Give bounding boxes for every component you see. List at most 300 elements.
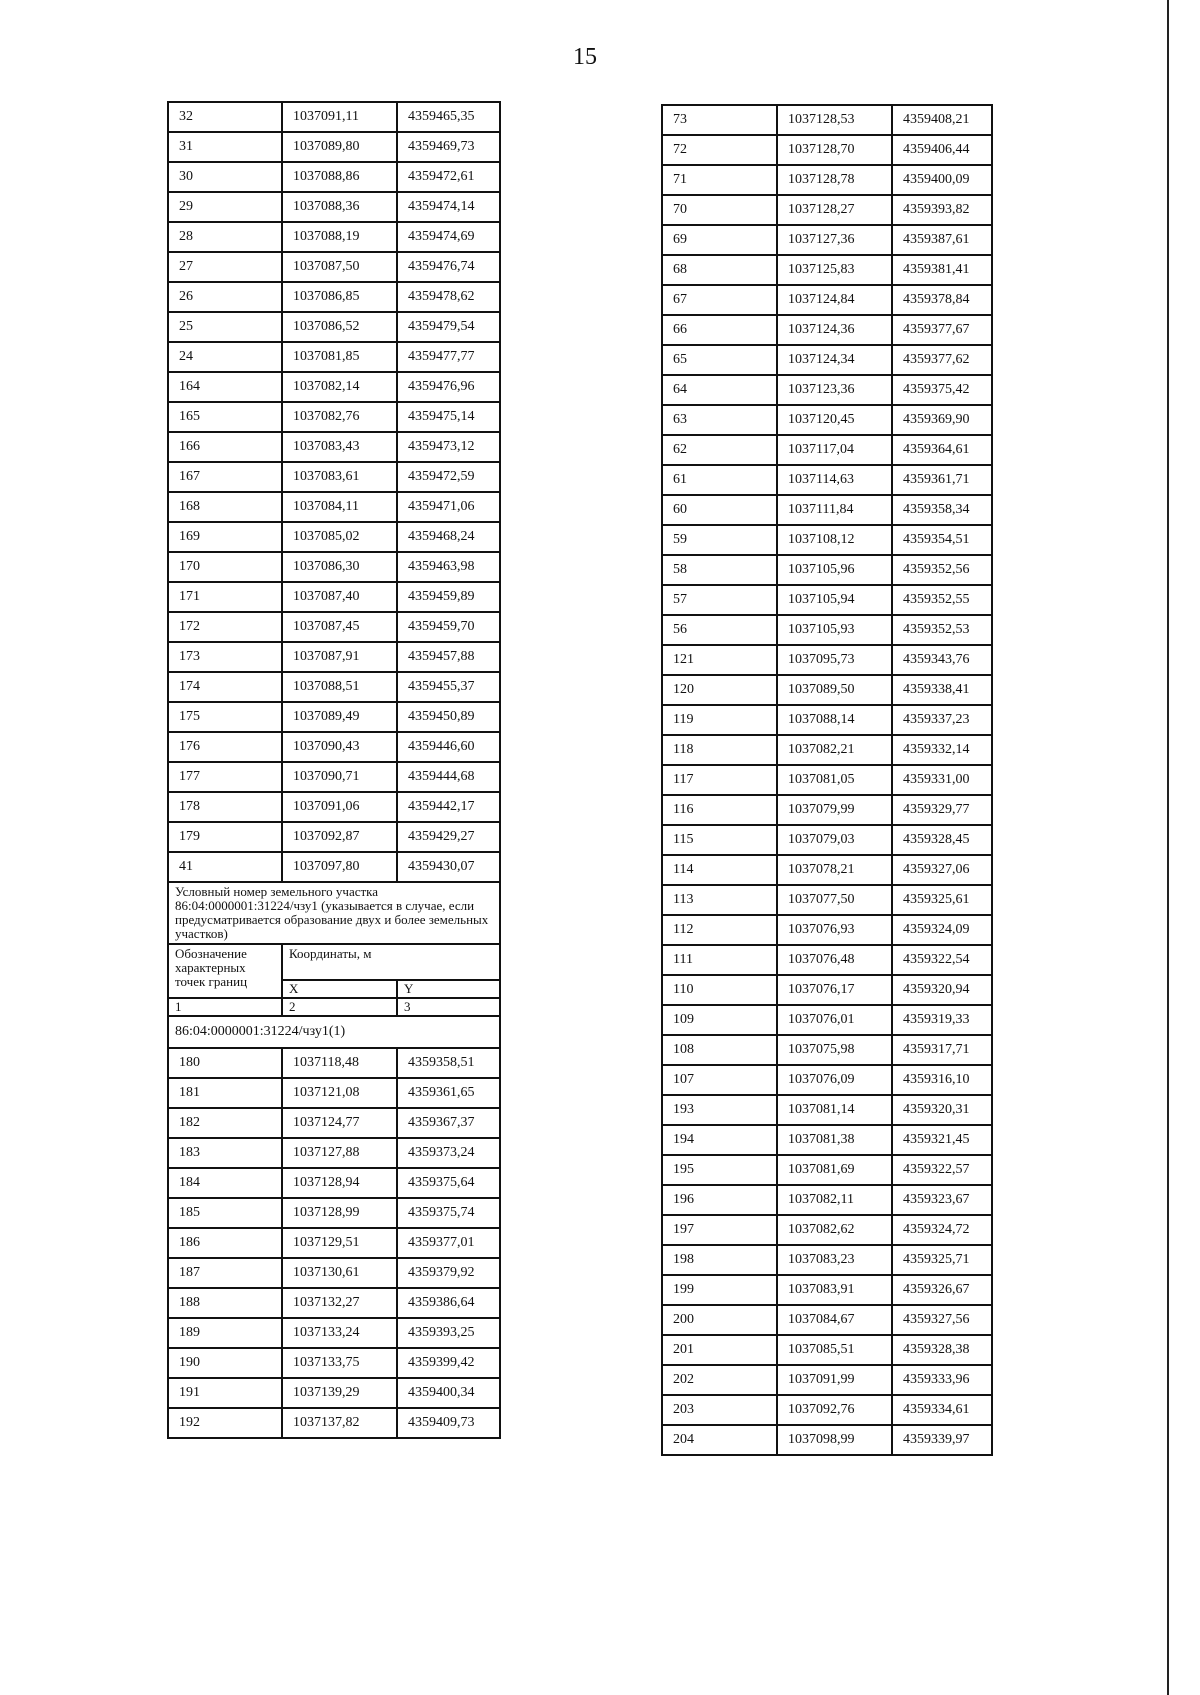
table-row [662, 165, 992, 195]
col-x-header: X [282, 980, 397, 998]
coord-x: 1037091,99 [777, 1365, 892, 1395]
coord-y: 4359343,76 [892, 645, 992, 675]
coord-y: 4359469,73 [397, 132, 500, 162]
point-number: 183 [168, 1138, 282, 1168]
table-row [168, 732, 500, 762]
coord-y: 4359406,44 [892, 135, 992, 165]
point-number: 120 [662, 675, 777, 705]
coord-y: 4359375,74 [397, 1198, 500, 1228]
point-number: 71 [662, 165, 777, 195]
point-number: 115 [662, 825, 777, 855]
coord-x: 1037083,23 [777, 1245, 892, 1275]
table-row [662, 885, 992, 915]
point-number: 203 [662, 1395, 777, 1425]
table-row [662, 1125, 992, 1155]
coord-x: 1037137,82 [282, 1408, 397, 1438]
coord-x: 1037076,17 [777, 975, 892, 1005]
point-number: 179 [168, 822, 282, 852]
table-row [168, 1228, 500, 1258]
coord-x: 1037086,85 [282, 282, 397, 312]
coord-x: 1037092,87 [282, 822, 397, 852]
coord-x: 1037092,76 [777, 1395, 892, 1425]
coord-y: 4359430,07 [397, 852, 500, 882]
coord-y: 4359327,56 [892, 1305, 992, 1335]
coord-x: 1037121,08 [282, 1078, 397, 1108]
point-number: 108 [662, 1035, 777, 1065]
coord-x: 1037105,96 [777, 555, 892, 585]
coord-y: 4359465,35 [397, 102, 500, 132]
coord-y: 4359354,51 [892, 525, 992, 555]
coord-y: 4359328,38 [892, 1335, 992, 1365]
coord-x: 1037079,03 [777, 825, 892, 855]
table-row [662, 735, 992, 765]
point-number: 191 [168, 1378, 282, 1408]
table-row [168, 702, 500, 732]
coord-x: 1037082,21 [777, 735, 892, 765]
table-row [662, 375, 992, 405]
coord-x: 1037124,36 [777, 315, 892, 345]
coord-y: 4359472,61 [397, 162, 500, 192]
point-number: 169 [168, 522, 282, 552]
coord-y: 4359475,14 [397, 402, 500, 432]
table-row [662, 1005, 992, 1035]
point-number: 65 [662, 345, 777, 375]
point-number: 70 [662, 195, 777, 225]
coord-x: 1037133,75 [282, 1348, 397, 1378]
coord-y: 4359409,73 [397, 1408, 500, 1438]
table-row [168, 312, 500, 342]
point-number: 199 [662, 1275, 777, 1305]
coord-y: 4359322,57 [892, 1155, 992, 1185]
right-coordinates-table [661, 104, 993, 1456]
point-number: 204 [662, 1425, 777, 1455]
point-number: 109 [662, 1005, 777, 1035]
table-row [168, 612, 500, 642]
coord-y: 4359473,12 [397, 432, 500, 462]
coord-x: 1037095,73 [777, 645, 892, 675]
point-number: 25 [168, 312, 282, 342]
table-row [662, 435, 992, 465]
left-table-body-top [168, 102, 500, 882]
coord-x: 1037082,62 [777, 1215, 892, 1245]
table-row [168, 852, 500, 882]
coord-y: 4359429,27 [397, 822, 500, 852]
table-row [662, 1275, 992, 1305]
point-number: 28 [168, 222, 282, 252]
coord-y: 4359387,61 [892, 225, 992, 255]
table-row [168, 1318, 500, 1348]
table-row [662, 105, 992, 135]
table-row [662, 705, 992, 735]
coord-y: 4359400,09 [892, 165, 992, 195]
coord-x: 1037082,76 [282, 402, 397, 432]
coord-x: 1037075,98 [777, 1035, 892, 1065]
coord-x: 1037081,38 [777, 1125, 892, 1155]
point-number: 196 [662, 1185, 777, 1215]
table-row [662, 1245, 992, 1275]
coord-y: 4359399,42 [397, 1348, 500, 1378]
point-number: 32 [168, 102, 282, 132]
table-row [168, 1168, 500, 1198]
point-number: 176 [168, 732, 282, 762]
coord-x: 1037087,50 [282, 252, 397, 282]
table-row [168, 402, 500, 432]
section-title: Условный номер земельного участка 86:04:0000001:31224/чзу1 (указывается в случае, если предусматривается образование двух и более земельных участков) [168, 882, 500, 944]
coord-y: 4359332,14 [892, 735, 992, 765]
point-number: 167 [168, 462, 282, 492]
coord-x: 1037081,14 [777, 1095, 892, 1125]
coord-y: 4359476,74 [397, 252, 500, 282]
point-number: 195 [662, 1155, 777, 1185]
table-row [662, 495, 992, 525]
table-row [168, 1408, 500, 1438]
coord-x: 1037114,63 [777, 465, 892, 495]
point-number: 175 [168, 702, 282, 732]
coord-y: 4359479,54 [397, 312, 500, 342]
table-row [662, 615, 992, 645]
coord-y: 4359459,89 [397, 582, 500, 612]
coord-y: 4359317,71 [892, 1035, 992, 1065]
coord-y: 4359367,37 [397, 1108, 500, 1138]
coord-x: 1037127,88 [282, 1138, 397, 1168]
coord-x: 1037127,36 [777, 225, 892, 255]
table-row [662, 675, 992, 705]
table-row [662, 1095, 992, 1125]
table-row [168, 642, 500, 672]
coord-x: 1037128,78 [777, 165, 892, 195]
coord-y: 4359326,67 [892, 1275, 992, 1305]
point-number: 26 [168, 282, 282, 312]
coord-x: 1037108,12 [777, 525, 892, 555]
point-number: 107 [662, 1065, 777, 1095]
point-number: 170 [168, 552, 282, 582]
point-number: 30 [168, 162, 282, 192]
coord-x: 1037077,50 [777, 885, 892, 915]
coord-x: 1037083,43 [282, 432, 397, 462]
coord-x: 1037076,48 [777, 945, 892, 975]
coord-x: 1037076,93 [777, 915, 892, 945]
col-number-2: 2 [282, 998, 397, 1016]
coord-y: 4359321,45 [892, 1125, 992, 1155]
coord-x: 1037117,04 [777, 435, 892, 465]
point-number: 58 [662, 555, 777, 585]
point-number: 200 [662, 1305, 777, 1335]
coord-y: 4359471,06 [397, 492, 500, 522]
point-number: 201 [662, 1335, 777, 1365]
coord-y: 4359446,60 [397, 732, 500, 762]
coord-x: 1037085,51 [777, 1335, 892, 1365]
coord-y: 4359361,65 [397, 1078, 500, 1108]
table-row [168, 1378, 500, 1408]
coord-y: 4359328,45 [892, 825, 992, 855]
coord-y: 4359377,67 [892, 315, 992, 345]
point-number: 29 [168, 192, 282, 222]
point-number: 57 [662, 585, 777, 615]
coord-x: 1037124,34 [777, 345, 892, 375]
point-number: 60 [662, 495, 777, 525]
point-number: 202 [662, 1365, 777, 1395]
coord-x: 1037128,27 [777, 195, 892, 225]
left-table-body-bottom [168, 1048, 500, 1438]
coord-y: 4359333,96 [892, 1365, 992, 1395]
table-row [168, 282, 500, 312]
table-row [662, 225, 992, 255]
point-number: 187 [168, 1258, 282, 1288]
coord-x: 1037082,14 [282, 372, 397, 402]
coord-x: 1037120,45 [777, 405, 892, 435]
coord-y: 4359393,82 [892, 195, 992, 225]
point-number: 177 [168, 762, 282, 792]
table-row [168, 762, 500, 792]
table-row [168, 252, 500, 282]
coord-y: 4359478,62 [397, 282, 500, 312]
coord-y: 4359320,31 [892, 1095, 992, 1125]
table-row [168, 582, 500, 612]
table-row [662, 525, 992, 555]
coord-y: 4359316,10 [892, 1065, 992, 1095]
point-number: 197 [662, 1215, 777, 1245]
table-row [662, 585, 992, 615]
point-number: 112 [662, 915, 777, 945]
table-row [662, 795, 992, 825]
coord-y: 4359331,00 [892, 765, 992, 795]
coord-x: 1037130,61 [282, 1258, 397, 1288]
table-row [662, 1035, 992, 1065]
table-row [662, 1215, 992, 1245]
coord-x: 1037128,94 [282, 1168, 397, 1198]
table-row [662, 1155, 992, 1185]
coord-y: 4359337,23 [892, 705, 992, 735]
coord-y: 4359369,90 [892, 405, 992, 435]
coord-x: 1037124,84 [777, 285, 892, 315]
coord-y: 4359459,70 [397, 612, 500, 642]
coord-y: 4359377,62 [892, 345, 992, 375]
point-number: 174 [168, 672, 282, 702]
point-number: 165 [168, 402, 282, 432]
coord-y: 4359474,69 [397, 222, 500, 252]
point-number: 111 [662, 945, 777, 975]
point-number: 62 [662, 435, 777, 465]
table-row [662, 645, 992, 675]
point-number: 31 [168, 132, 282, 162]
table-row [662, 285, 992, 315]
point-number: 180 [168, 1048, 282, 1078]
section-subtitle: 86:04:0000001:31224/чзу1(1) [168, 1016, 500, 1048]
coord-x: 1037088,36 [282, 192, 397, 222]
coord-x: 1037087,91 [282, 642, 397, 672]
coord-y: 4359393,25 [397, 1318, 500, 1348]
coord-y: 4359463,98 [397, 552, 500, 582]
coord-y: 4359325,71 [892, 1245, 992, 1275]
point-number: 184 [168, 1168, 282, 1198]
point-number: 41 [168, 852, 282, 882]
table-row [662, 1305, 992, 1335]
table-row [662, 405, 992, 435]
coord-y: 4359364,61 [892, 435, 992, 465]
point-number: 110 [662, 975, 777, 1005]
table-row [168, 1198, 500, 1228]
point-number: 113 [662, 885, 777, 915]
table-row [168, 492, 500, 522]
coord-y: 4359338,41 [892, 675, 992, 705]
table-row [168, 822, 500, 852]
point-number: 118 [662, 735, 777, 765]
coord-x: 1037139,29 [282, 1378, 397, 1408]
coord-x: 1037083,91 [777, 1275, 892, 1305]
coord-x: 1037111,84 [777, 495, 892, 525]
coord-x: 1037088,19 [282, 222, 397, 252]
coord-y: 4359319,33 [892, 1005, 992, 1035]
point-number: 66 [662, 315, 777, 345]
table-row [168, 192, 500, 222]
table-row [168, 1108, 500, 1138]
coord-y: 4359352,55 [892, 585, 992, 615]
coord-y: 4359474,14 [397, 192, 500, 222]
coord-y: 4359334,61 [892, 1395, 992, 1425]
coord-y: 4359379,92 [397, 1258, 500, 1288]
coord-y: 4359322,54 [892, 945, 992, 975]
point-number: 188 [168, 1288, 282, 1318]
coord-x: 1037091,06 [282, 792, 397, 822]
point-number: 63 [662, 405, 777, 435]
table-row [662, 825, 992, 855]
coord-x: 1037098,99 [777, 1425, 892, 1455]
point-number: 185 [168, 1198, 282, 1228]
page-number: 15 [573, 44, 597, 70]
table-row [168, 552, 500, 582]
coord-y: 4359375,64 [397, 1168, 500, 1198]
coord-y: 4359450,89 [397, 702, 500, 732]
coord-y: 4359476,96 [397, 372, 500, 402]
col-designation-header: Обозначение характерных точек границ [168, 944, 282, 998]
coord-x: 1037105,93 [777, 615, 892, 645]
right-table-body [662, 105, 992, 1455]
left-coordinates-table [167, 101, 501, 1439]
coord-x: 1037090,71 [282, 762, 397, 792]
coord-x: 1037087,40 [282, 582, 397, 612]
coord-y: 4359444,68 [397, 762, 500, 792]
point-number: 198 [662, 1245, 777, 1275]
coord-x: 1037123,36 [777, 375, 892, 405]
table-row [662, 945, 992, 975]
point-number: 193 [662, 1095, 777, 1125]
coord-y: 4359442,17 [397, 792, 500, 822]
table-row [168, 1348, 500, 1378]
point-number: 67 [662, 285, 777, 315]
table-row [662, 135, 992, 165]
point-number: 181 [168, 1078, 282, 1108]
point-number: 171 [168, 582, 282, 612]
table-row [168, 792, 500, 822]
coord-x: 1037088,51 [282, 672, 397, 702]
table-row [168, 372, 500, 402]
coord-x: 1037086,30 [282, 552, 397, 582]
coord-y: 4359386,64 [397, 1288, 500, 1318]
coord-x: 1037079,99 [777, 795, 892, 825]
table-row [168, 102, 500, 132]
coord-x: 1037084,11 [282, 492, 397, 522]
coord-x: 1037097,80 [282, 852, 397, 882]
col-number-1: 1 [168, 998, 282, 1016]
table-row [168, 1078, 500, 1108]
point-number: 119 [662, 705, 777, 735]
coord-y: 4359352,53 [892, 615, 992, 645]
point-number: 117 [662, 765, 777, 795]
coord-y: 4359339,97 [892, 1425, 992, 1455]
coord-x: 1037124,77 [282, 1108, 397, 1138]
coord-y: 4359323,67 [892, 1185, 992, 1215]
table-row [662, 915, 992, 945]
coord-y: 4359375,42 [892, 375, 992, 405]
coord-y: 4359325,61 [892, 885, 992, 915]
point-number: 116 [662, 795, 777, 825]
point-number: 172 [168, 612, 282, 642]
point-number: 173 [168, 642, 282, 672]
coord-y: 4359378,84 [892, 285, 992, 315]
coord-x: 1037128,53 [777, 105, 892, 135]
coord-y: 4359327,06 [892, 855, 992, 885]
coord-x: 1037081,85 [282, 342, 397, 372]
table-row [662, 195, 992, 225]
coord-x: 1037082,11 [777, 1185, 892, 1215]
coord-x: 1037087,45 [282, 612, 397, 642]
coord-y: 4359358,51 [397, 1048, 500, 1078]
coord-x: 1037091,11 [282, 102, 397, 132]
point-number: 24 [168, 342, 282, 372]
section-header [168, 882, 500, 1048]
point-number: 189 [168, 1318, 282, 1348]
table-row [168, 342, 500, 372]
col-y-header: Y [397, 980, 500, 998]
coord-x: 1037090,43 [282, 732, 397, 762]
coord-y: 4359352,56 [892, 555, 992, 585]
table-row [168, 1258, 500, 1288]
coord-y: 4359408,21 [892, 105, 992, 135]
coord-x: 1037125,83 [777, 255, 892, 285]
table-row [168, 522, 500, 552]
coord-y: 4359324,09 [892, 915, 992, 945]
coord-x: 1037128,70 [777, 135, 892, 165]
table-row [168, 1138, 500, 1168]
coord-y: 4359358,34 [892, 495, 992, 525]
point-number: 194 [662, 1125, 777, 1155]
coord-x: 1037081,69 [777, 1155, 892, 1185]
table-row [168, 462, 500, 492]
table-row [168, 132, 500, 162]
point-number: 164 [168, 372, 282, 402]
table-row [662, 855, 992, 885]
coord-x: 1037089,49 [282, 702, 397, 732]
coord-x: 1037078,21 [777, 855, 892, 885]
coord-x: 1037086,52 [282, 312, 397, 342]
coord-y: 4359324,72 [892, 1215, 992, 1245]
coord-y: 4359329,77 [892, 795, 992, 825]
point-number: 69 [662, 225, 777, 255]
table-row [662, 1425, 992, 1455]
coord-y: 4359477,77 [397, 342, 500, 372]
table-row [662, 765, 992, 795]
point-number: 168 [168, 492, 282, 522]
table-row [662, 555, 992, 585]
coord-y: 4359472,59 [397, 462, 500, 492]
coord-x: 1037083,61 [282, 462, 397, 492]
point-number: 114 [662, 855, 777, 885]
table-row [662, 1395, 992, 1425]
coord-y: 4359468,24 [397, 522, 500, 552]
point-number: 190 [168, 1348, 282, 1378]
coord-x: 1037088,86 [282, 162, 397, 192]
point-number: 27 [168, 252, 282, 282]
